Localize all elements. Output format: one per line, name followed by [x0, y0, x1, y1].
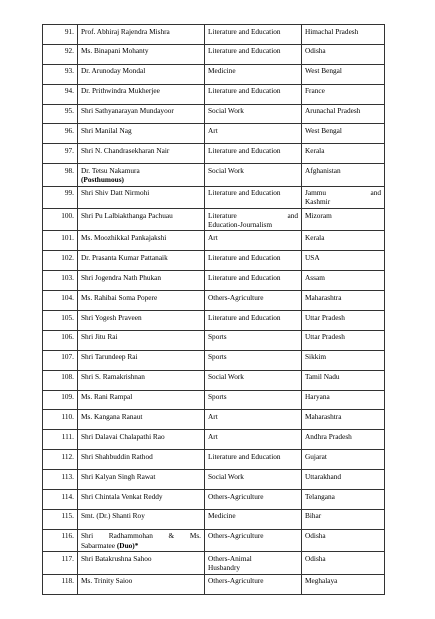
field-word: Literature — [208, 210, 237, 220]
serial-number: 110. — [43, 410, 78, 430]
table-row — [43, 311, 385, 331]
field: Literature and Education — [205, 271, 302, 291]
field: Medicine — [205, 509, 302, 529]
state: Tamil Nadu — [302, 370, 385, 390]
state: West Bengal — [302, 64, 385, 84]
serial-number: 96. — [43, 124, 78, 144]
serial-number: 118. — [43, 574, 78, 594]
table-row — [43, 509, 385, 529]
serial-number: 108. — [43, 370, 78, 390]
awardee-name: Shri Yogesh Praveen — [78, 311, 205, 331]
awardee-name: Shri S. Ramakrishnan — [78, 370, 205, 390]
state-word: Jammu — [305, 188, 327, 198]
awardee-name: Ms. Binapani Mohanty — [78, 44, 205, 64]
serial-number: 116. — [43, 529, 78, 551]
serial-number: 117. — [43, 552, 78, 574]
field: Art — [205, 430, 302, 450]
field: Social Work — [205, 104, 302, 124]
table-row — [43, 124, 385, 144]
field-cell — [205, 209, 302, 231]
state: Uttarakhand — [302, 470, 385, 490]
field-line: Education-Journalism — [208, 219, 273, 229]
table-row — [43, 144, 385, 164]
state: Himachal Pradesh — [302, 25, 385, 45]
state-word: and — [370, 188, 381, 198]
table-row — [43, 271, 385, 291]
serial-number: 115. — [43, 509, 78, 529]
awardee-name: Shri Batakrushna Sahoo — [78, 552, 205, 574]
table-row — [43, 450, 385, 470]
serial-number: 92. — [43, 44, 78, 64]
field: Others-Agriculture — [205, 574, 302, 594]
table-row — [43, 370, 385, 390]
awardee-name: Ms. Kangana Ranaut — [78, 410, 205, 430]
state-cell — [302, 186, 385, 208]
field: Literature and Education — [205, 84, 302, 104]
state: Arunachal Pradesh — [302, 104, 385, 124]
awardee-name: Shri N. Chandrasekharan Nair — [78, 144, 205, 164]
awardee-name-cell — [78, 164, 205, 186]
field: Social Work — [205, 164, 302, 186]
serial-number: 109. — [43, 390, 78, 410]
state: Afghanistan — [302, 164, 385, 186]
serial-number: 112. — [43, 450, 78, 470]
state: Sikkim — [302, 350, 385, 370]
state: Gujarat — [302, 450, 385, 470]
awardee-name: Ms. Rani Rampal — [78, 390, 205, 410]
state: Bihar — [302, 509, 385, 529]
state: Maharashtra — [302, 410, 385, 430]
field: Art — [205, 124, 302, 144]
table-row — [43, 552, 385, 574]
field: Social Work — [205, 470, 302, 490]
awardee-name: Ms. Trinity Saioo — [78, 574, 205, 594]
state: France — [302, 84, 385, 104]
serial-number: 93. — [43, 64, 78, 84]
table-row — [43, 251, 385, 271]
awardee-name: Dr. Prasanta Kumar Pattanaik — [78, 251, 205, 271]
table-row — [43, 574, 385, 594]
field: Literature and Education — [205, 311, 302, 331]
serial-number: 105. — [43, 311, 78, 331]
field: Literature and Education — [205, 44, 302, 64]
table-row — [43, 164, 385, 186]
duo-note: (Duo)* — [116, 540, 139, 550]
table-row — [43, 390, 385, 410]
name-word: Sabarmatee — [81, 540, 116, 550]
serial-number: 102. — [43, 251, 78, 271]
field: Art — [205, 231, 302, 251]
table-row — [43, 430, 385, 450]
field: Literature and Education — [205, 251, 302, 271]
state: Andhra Pradesh — [302, 430, 385, 450]
field: Others-Agriculture — [205, 490, 302, 510]
name-word: Shri — [81, 531, 94, 541]
serial-number: 113. — [43, 470, 78, 490]
serial-number: 98. — [43, 164, 78, 186]
field: Medicine — [205, 64, 302, 84]
state: West Bengal — [302, 124, 385, 144]
field: Art — [205, 410, 302, 430]
awardee-name: Shri Kalyan Singh Rawat — [78, 470, 205, 490]
awardee-name: Dr. Prithwindra Mukherjee — [78, 84, 205, 104]
serial-number: 99. — [43, 186, 78, 208]
name-word: Radhammohan — [108, 531, 153, 541]
table-row — [43, 470, 385, 490]
table-row — [43, 231, 385, 251]
serial-number: 100. — [43, 209, 78, 231]
table-row — [43, 44, 385, 64]
state: Haryana — [302, 390, 385, 410]
awardee-name: Shri Chintala Venkat Reddy — [78, 490, 205, 510]
field: Others-Agriculture — [205, 291, 302, 311]
field: Sports — [205, 330, 302, 350]
table-row — [43, 64, 385, 84]
awardee-name: Shri Pu Lalbiakthanga Pachuau — [78, 209, 205, 231]
table-row — [43, 529, 385, 551]
state: Odisha — [302, 44, 385, 64]
table-row — [43, 84, 385, 104]
awardee-name: Shri Shahbuddin Rathod — [78, 450, 205, 470]
state: Assam — [302, 271, 385, 291]
table-row — [43, 209, 385, 231]
posthumous-note: (Posthumous) — [81, 174, 124, 184]
serial-number: 94. — [43, 84, 78, 104]
field: Others-Agriculture — [205, 529, 302, 551]
awardee-name: Shri Manilal Nag — [78, 124, 205, 144]
field-cell — [205, 552, 302, 574]
serial-number: 106. — [43, 330, 78, 350]
field-line: Others-Animal — [208, 553, 252, 563]
serial-number: 107. — [43, 350, 78, 370]
awardee-name: Dr. Arunoday Mondal — [78, 64, 205, 84]
field: Literature and Education — [205, 450, 302, 470]
serial-number: 111. — [43, 430, 78, 450]
field-word: and — [287, 210, 298, 220]
field: Sports — [205, 350, 302, 370]
state: USA — [302, 251, 385, 271]
awardee-name: Shri Sathyanarayan Mundayoor — [78, 104, 205, 124]
table-row — [43, 410, 385, 430]
state: Telangana — [302, 490, 385, 510]
table-row — [43, 350, 385, 370]
awardee-name-line — [81, 531, 201, 540]
table-row — [43, 490, 385, 510]
table-row — [43, 291, 385, 311]
awardee-name: Shri Dalavai Chalapathi Rao — [78, 430, 205, 450]
awardee-name: Ms. Moozhikkal Pankajakshi — [78, 231, 205, 251]
table-row — [43, 25, 385, 45]
serial-number: 91. — [43, 25, 78, 45]
awardee-name: Shri Tarundeep Rai — [78, 350, 205, 370]
state: Meghalaya — [302, 574, 385, 594]
state-line — [305, 188, 381, 197]
awardee-name: Ms. Rahibai Soma Popere — [78, 291, 205, 311]
state: Kerala — [302, 144, 385, 164]
field: Literature and Education — [205, 25, 302, 45]
field: Social Work — [205, 370, 302, 390]
awardee-name: Shri Jitu Rai — [78, 330, 205, 350]
field: Literature and Education — [205, 144, 302, 164]
state: Odisha — [302, 529, 385, 551]
awardee-name-cell — [78, 529, 205, 551]
field: Literature and Education — [205, 186, 302, 208]
name-word: & — [168, 531, 175, 541]
field-line — [208, 211, 298, 220]
serial-number: 95. — [43, 104, 78, 124]
state: Kerala — [302, 231, 385, 251]
awardee-name: Prof. Abhiraj Rajendra Mishra — [78, 25, 205, 45]
name-word: Ms. — [189, 531, 201, 541]
table-row — [43, 104, 385, 124]
awardee-name: Dr. Tetsu Nakamura — [81, 165, 140, 175]
awardee-name: Shri Shiv Datt Nirmohi — [78, 186, 205, 208]
awardees-table — [42, 24, 385, 595]
field-line: Husbandry — [208, 562, 241, 572]
state: Mizoram — [302, 209, 385, 231]
state-line: Kashmir — [305, 197, 331, 207]
state: Uttar Pradesh — [302, 311, 385, 331]
awardee-name: Smt. (Dr.) Shanti Roy — [78, 509, 205, 529]
state: Maharashtra — [302, 291, 385, 311]
awardee-name-line — [81, 541, 201, 550]
serial-number: 101. — [43, 231, 78, 251]
awardee-name: Shri Jogendra Nath Phukan — [78, 271, 205, 291]
serial-number: 114. — [43, 490, 78, 510]
serial-number: 104. — [43, 291, 78, 311]
serial-number: 103. — [43, 271, 78, 291]
state: Odisha — [302, 552, 385, 574]
table-row — [43, 330, 385, 350]
field: Sports — [205, 390, 302, 410]
state: Uttar Pradesh — [302, 330, 385, 350]
serial-number: 97. — [43, 144, 78, 164]
awards-table-page — [42, 24, 384, 595]
table-row — [43, 186, 385, 208]
